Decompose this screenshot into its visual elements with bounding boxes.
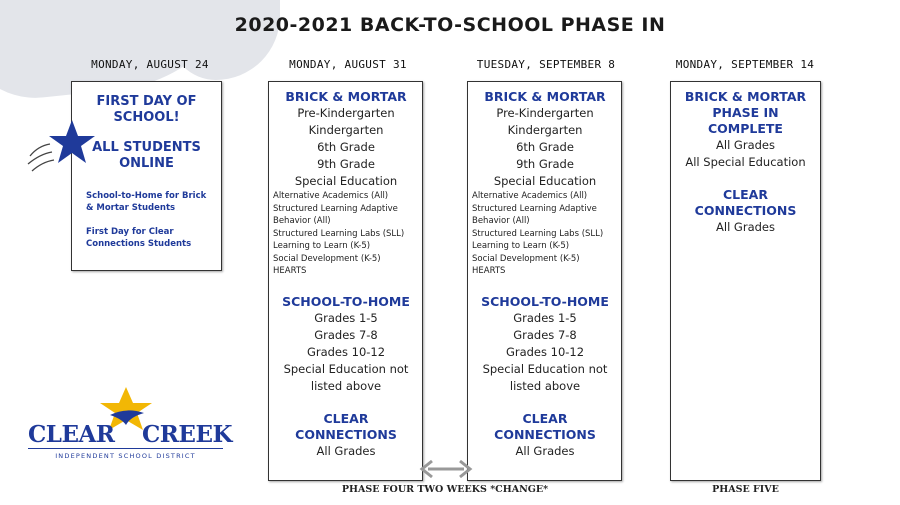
star-icon (26, 116, 98, 176)
program-line: Structured Learning Adaptive Behavior (All) (273, 203, 398, 226)
logo-clear: CLEAR (28, 421, 115, 448)
grade-line: Pre-Kindergarten (496, 106, 594, 120)
all-online-heading: ALL STUDENTS ONLINE (92, 140, 201, 171)
program-line: Alternative Academics (All) (472, 191, 588, 201)
grade-line: Grades 1-5 (314, 310, 378, 325)
clear-connections-heading: CLEAR CONNECTIONS (494, 410, 596, 442)
grade-line: Special Education not listed above (283, 361, 409, 393)
grade-line: Kindergarten (308, 123, 384, 137)
phase-four-card-sep8 (467, 81, 622, 481)
grade-line: All Grades (316, 443, 376, 458)
grade-line: 6th Grade (317, 140, 375, 154)
logo-divider (28, 448, 223, 449)
phase-five-label: PHASE FIVE (712, 484, 779, 495)
first-day-card (71, 81, 222, 271)
grade-line: All Grades (716, 138, 775, 152)
grade-line: Grades 7-8 (314, 327, 378, 342)
phase-complete-heading: BRICK & MORTAR PHASE IN COMPLETE (684, 89, 807, 136)
logo-district: INDEPENDENT SCHOOL DISTRICT (55, 452, 196, 460)
logo-creek: CREEK (142, 421, 232, 448)
first-day-heading: FIRST DAY OF SCHOOL! (96, 94, 197, 125)
program-line: HEARTS (472, 266, 506, 276)
school-to-home-note: School-to-Home for Brick & Mortar Students (86, 191, 207, 213)
date-header-3: TUESDAY, SEPTEMBER 8 (476, 58, 616, 71)
program-line: Structured Learning Labs (SLL) Learning to Learn (K-5) (273, 228, 405, 251)
grade-line: 9th Grade (516, 157, 574, 171)
phase-four-label: PHASE FOUR TWO WEEKS *CHANGE* (341, 484, 549, 495)
school-to-home-heading: SCHOOL-TO-HOME (481, 293, 609, 309)
school-to-home-heading: SCHOOL-TO-HOME (282, 293, 410, 309)
program-line: Structured Learning Labs (SLL) Learning to Learn (K-5) (472, 228, 604, 251)
program-line: Social Development (K-5) (472, 253, 580, 264)
grade-line: Grades 10-12 (306, 344, 386, 359)
grade-line: All Special Education (685, 155, 806, 169)
grade-line: Special Education (294, 174, 398, 188)
date-header-2: MONDAY, AUGUST 31 (289, 58, 407, 71)
grade-line: Special Education not listed above (482, 361, 608, 393)
phase-four-card-aug31 (268, 81, 423, 481)
phase-five-card (670, 81, 821, 481)
date-header-4: MONDAY, SEPTEMBER 14 (675, 58, 815, 71)
brick-mortar-heading: BRICK & MORTAR (285, 89, 407, 104)
grade-line: Kindergarten (507, 123, 583, 137)
district-logo (28, 385, 232, 465)
grade-line: All Grades (716, 220, 775, 234)
grade-line: 6th Grade (516, 140, 574, 154)
clear-connections-heading: CLEAR CONNECTIONS (694, 187, 797, 218)
date-header-1: MONDAY, AUGUST 24 (91, 58, 209, 71)
brick-mortar-heading: BRICK & MORTAR (484, 89, 606, 104)
grade-line: Grades 10-12 (505, 344, 585, 359)
grade-line: Grades 1-5 (513, 310, 577, 325)
grade-line: Pre-Kindergarten (297, 106, 395, 120)
grade-line: 9th Grade (317, 157, 375, 171)
program-line: Alternative Academics (All) (273, 191, 389, 201)
grade-line: All Grades (515, 443, 575, 458)
clear-connections-heading: CLEAR CONNECTIONS (295, 410, 397, 442)
page-title: 2020-2021 BACK-TO-SCHOOL PHASE IN (234, 14, 666, 36)
program-line: Structured Learning Adaptive Behavior (All) (472, 203, 597, 226)
program-line: HEARTS (273, 266, 307, 276)
double-arrow-icon (418, 458, 474, 480)
clear-connections-note: First Day for Clear Connections Students (86, 227, 192, 249)
program-line: Social Development (K-5) (273, 253, 381, 264)
grade-line: Grades 7-8 (513, 327, 577, 342)
grade-line: Special Education (493, 174, 597, 188)
